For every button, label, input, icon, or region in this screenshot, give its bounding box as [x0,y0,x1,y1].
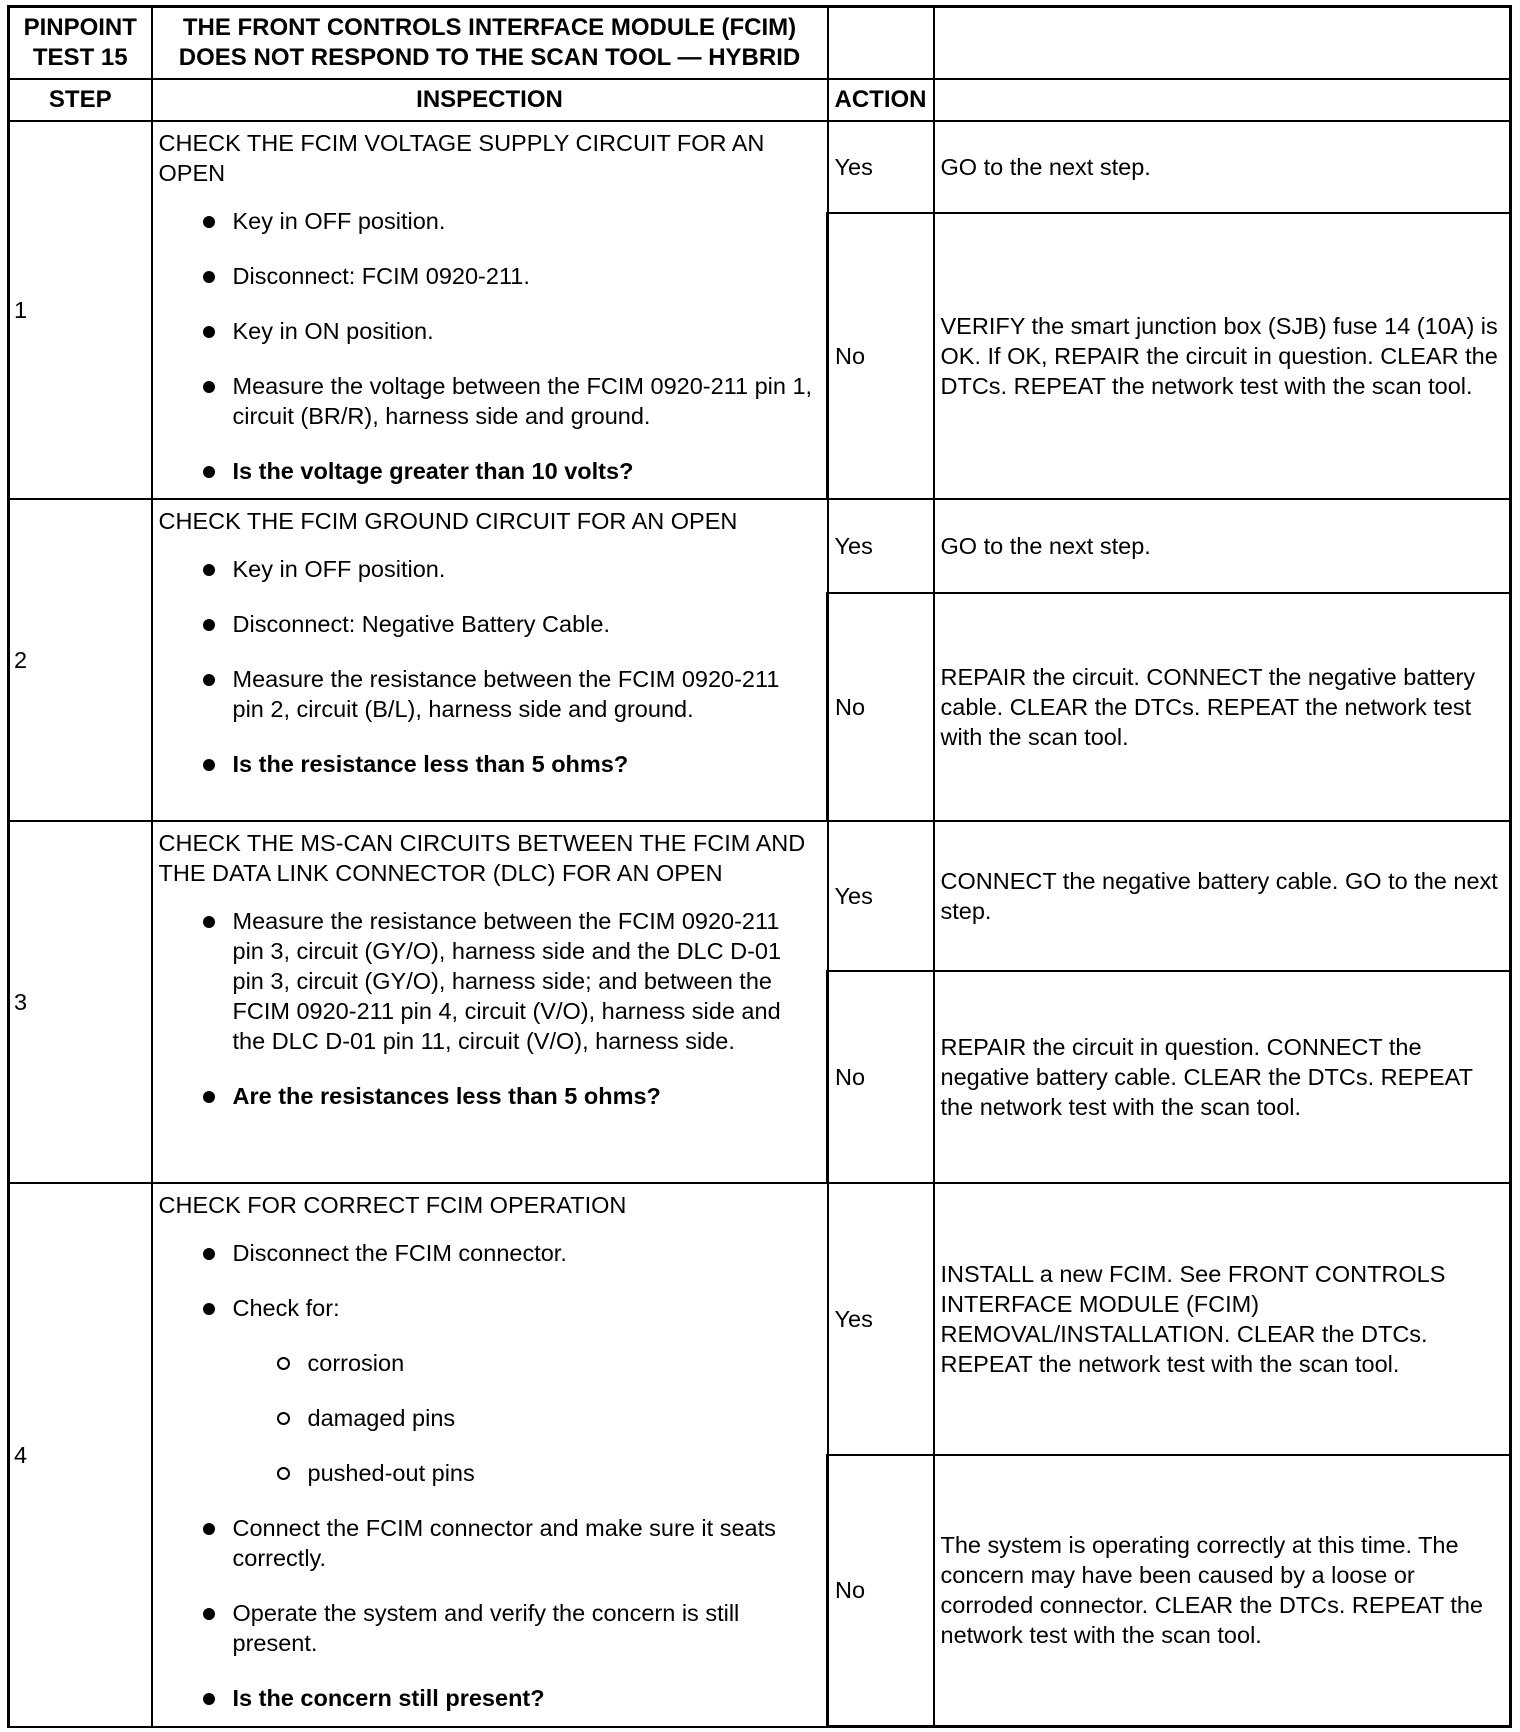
step-3-no-label: No [828,971,934,1183]
test-id-line1: PINPOINT [23,13,137,41]
step-3-bullet: Measure the resistance between the FCIM 0920-211 pin 3, circuit (GY/O), harness side and the DLC D-01 pin 3, circuit (GY/O), harness side; and between the FCIM 0920-211 pin 4, circuit (V/O), harness side and the DLC D-01 pin 11, circuit (V/O), harness side. [159,906,817,1056]
title-blank-cell [828,7,934,79]
step-3-yes-row [9,821,1511,971]
step-1-inspection [152,121,828,499]
step-1-bullet: Measure the voltage between the FCIM 0920-211 pin 1, circuit (BR/R), harness side and ground. [159,371,817,431]
step-2-bullets [159,554,817,779]
step-4-subitem: pushed-out pins [233,1458,817,1488]
step-1-no-label: No [828,213,934,499]
step-2-number: 2 [9,499,152,821]
step-4-title: CHECK FOR CORRECT FCIM OPERATION [158,1191,627,1218]
step-1-yes-label: Yes [828,121,934,213]
step-4-yes-label: Yes [828,1183,934,1455]
step-2-title: CHECK THE FCIM GROUND CIRCUIT FOR AN OPEN [158,507,738,534]
step-1-bullet: Disconnect: FCIM 0920-211. [159,261,817,291]
test-title-line1: THE FRONT CONTROLS INTERFACE MODULE (FCIM) [182,13,797,41]
step-1-bullet: Key in ON position. [159,316,817,346]
step-2-question: Is the resistance less than 5 ohms? [159,749,817,779]
step-4-subitems [233,1348,817,1488]
step-3-inspection [152,821,828,1183]
step-4-yes-action: INSTALL a new FCIM. See FRONT CONTROLS INTERFACE MODULE (FCIM) REMOVAL/INSTALLATION. CLEAR the DTCs. REPEAT the network test with the scan tool. [934,1183,1511,1455]
step-1-yes-row [9,121,1511,213]
step-4-subitem: damaged pins [233,1403,817,1433]
step-4-question: Is the concern still present? [159,1683,817,1713]
step-4-bullet: Disconnect the FCIM connector. [159,1238,817,1268]
step-3-no-action: REPAIR the circuit in question. CONNECT the negative battery cable. CLEAR the DTCs. REPEAT the network test with the scan tool. [934,971,1511,1183]
test-title-cell [152,7,828,79]
step-1-number: 1 [9,121,152,499]
step-1-question: Is the voltage greater than 10 volts? [159,456,817,486]
step-3-question: Are the resistances less than 5 ohms? [159,1081,817,1111]
test-id-line2: TEST 15 [32,43,128,71]
test-title-line2: DOES NOT RESPOND TO THE SCAN TOOL — HYBRID [178,43,801,71]
step-2-bullet: Disconnect: Negative Battery Cable. [159,609,817,639]
step-3-number: 3 [9,821,152,1183]
step-4-number: 4 [9,1183,152,1727]
pinpoint-test-table [7,5,1512,1728]
step-4-bullet: Operate the system and verify the concern is still present. [159,1598,817,1658]
step-1-bullets [159,206,817,486]
step-4-inspection [152,1183,828,1727]
col-header-action: ACTION [828,79,934,121]
step-2-bullet: Measure the resistance between the FCIM 0920-211 pin 2, circuit (B/L), harness side and ground. [159,664,817,724]
col-header-blank [934,79,1511,121]
step-3-yes-label: Yes [828,821,934,971]
test-id-cell [9,7,152,79]
step-2-inspection [152,499,828,821]
step-2-yes-label: Yes [828,499,934,593]
step-4-subitem: corrosion [233,1348,817,1378]
step-2-no-label: No [828,593,934,821]
step-2-yes-action: GO to the next step. [934,499,1511,593]
step-4-no-action: The system is operating correctly at this time. The concern may have been caused by a loose or corroded connector. CLEAR the DTCs. REPEAT the network test with the scan tool. [934,1455,1511,1727]
step-3-title: CHECK THE MS-CAN CIRCUITS BETWEEN THE FCIM AND THE DATA LINK CONNECTOR (DLC) FOR AN OPEN [158,829,806,886]
step-2-yes-row [9,499,1511,593]
title-row [9,7,1511,79]
step-4-yes-row [9,1183,1511,1455]
col-header-step: STEP [9,79,152,121]
step-4-bullet-check [159,1293,817,1488]
step-1-title: CHECK THE FCIM VOLTAGE SUPPLY CIRCUIT FOR AN OPEN [158,129,765,186]
col-header-inspection: INSPECTION [152,79,828,121]
step-4-no-label: No [828,1455,934,1727]
step-1-no-action: VERIFY the smart junction box (SJB) fuse 14 (10A) is OK. If OK, REPAIR the circuit in question. CLEAR the DTCs. REPEAT the network test with the scan tool. [934,213,1511,499]
step-4-bullet: Connect the FCIM connector and make sure it seats correctly. [159,1513,817,1573]
step-1-bullet: Key in OFF position. [159,206,817,236]
step-2-bullet: Key in OFF position. [159,554,817,584]
step-3-bullets [159,906,817,1111]
column-header-row [9,79,1511,121]
title-blank-cell-2 [934,7,1511,79]
step-1-yes-action: GO to the next step. [934,121,1511,213]
step-3-yes-action: CONNECT the negative battery cable. GO to the next step. [934,821,1511,971]
step-4-bullets [159,1238,817,1713]
step-2-no-action: REPAIR the circuit. CONNECT the negative battery cable. CLEAR the DTCs. REPEAT the network test with the scan tool. [934,593,1511,821]
step-4-check-label: Check for: [232,1294,340,1321]
